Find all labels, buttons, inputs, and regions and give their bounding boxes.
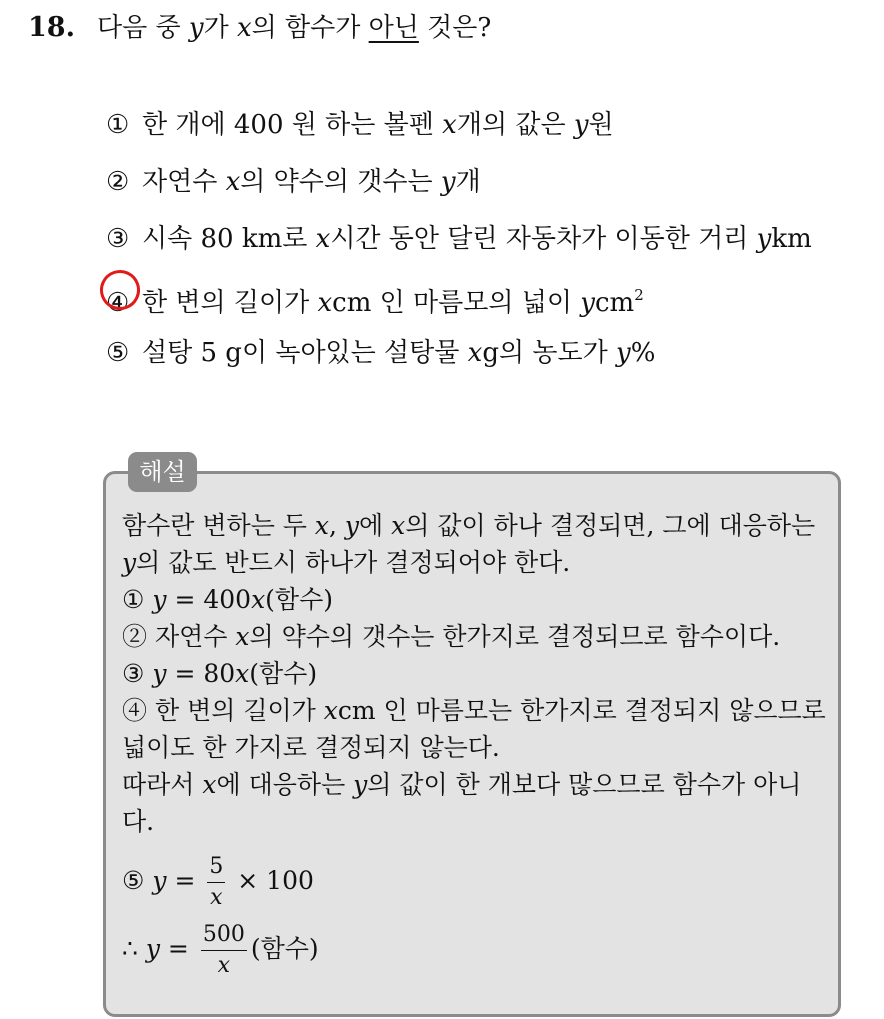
variable: y — [152, 866, 167, 895]
variable: y — [152, 659, 167, 688]
fraction — [207, 856, 225, 909]
choice-text: 한 변의 길이가 — [142, 288, 318, 318]
solution-label: 해설 — [128, 452, 197, 492]
variable: x — [251, 585, 266, 614]
equation-text: = — [159, 934, 197, 963]
variable: x — [317, 288, 333, 318]
solution-line-3 — [122, 582, 333, 618]
therefore-symbol: ∴ — [122, 934, 146, 963]
question-text: 것은? — [418, 13, 492, 43]
choice-text: 개 — [455, 167, 481, 197]
solution-text: 의 약수의 갯수는 한가지로 결정되므로 함수이다. — [249, 622, 781, 651]
solution-line-5 — [122, 656, 317, 692]
choice-number: ① — [122, 585, 145, 614]
equation-text: = — [166, 866, 204, 895]
solution-line-11 — [122, 914, 319, 984]
choice-text: km — [771, 224, 812, 254]
variable: y — [580, 288, 595, 318]
solution-text: 다. — [122, 807, 155, 836]
choice-number: ④ — [106, 288, 130, 318]
variable: x — [323, 696, 338, 725]
equation-text: = 80 — [166, 659, 236, 688]
variable: x — [467, 338, 483, 368]
underlined-keyword: 아닌 — [368, 13, 419, 43]
fraction-denominator: x — [210, 885, 223, 910]
choice-text: 원 — [588, 110, 614, 140]
variable: x — [442, 110, 457, 140]
choice-text: 개의 값은 — [456, 110, 574, 140]
variable-x: x — [236, 13, 252, 43]
choice-5[interactable] — [106, 333, 655, 373]
choice-number: ② — [106, 167, 130, 197]
solution-text: 의 값이 한 개보다 많으므로 함수가 아니 — [367, 770, 802, 799]
variable: y — [440, 167, 456, 197]
variable: x — [391, 511, 406, 540]
variable: x — [202, 770, 217, 799]
question-text: 다음 중 — [96, 13, 189, 43]
fraction-numerator: 500 — [201, 924, 247, 951]
question-stem — [28, 8, 491, 48]
variable: y — [573, 110, 589, 140]
choice-1[interactable] — [106, 105, 614, 145]
variable: x — [315, 224, 331, 254]
choice-text: cm — [594, 288, 635, 318]
choice-text: 자연수 — [142, 167, 226, 197]
solution-text: 한 변의 길이가 — [154, 696, 324, 725]
choice-text: % — [630, 338, 656, 368]
choice-text: 시간 동안 달린 자동차가 이동한 거리 — [330, 224, 757, 254]
fraction-numerator: 5 — [207, 856, 225, 883]
fraction-denominator: x — [217, 953, 231, 978]
choice-number: ⑤ — [106, 338, 130, 368]
solution-line-9 — [122, 804, 154, 840]
solution-text: cm 인 마름모는 한가지로 결정되지 않으므로 — [337, 696, 826, 725]
choice-4[interactable] — [106, 275, 644, 323]
question-text: 의 함수가 — [251, 13, 369, 43]
solution-text: 에 대응하는 — [216, 770, 354, 799]
choice-3[interactable] — [106, 219, 812, 259]
variable: y — [122, 548, 137, 577]
choice-number: ② — [122, 622, 148, 651]
choice-text: cm 인 마름모의 넓이 — [332, 288, 581, 318]
superscript: 2 — [634, 286, 644, 304]
solution-line-8 — [122, 767, 801, 803]
solution-text: 넓이도 한 가지로 결정되지 않는다. — [122, 733, 500, 762]
variable: x — [314, 511, 330, 540]
variable: x — [225, 167, 241, 197]
choice-number: ⑤ — [122, 866, 145, 895]
fraction — [201, 924, 247, 977]
solution-text: (함수) — [249, 659, 318, 688]
solution-text: (함수) — [265, 585, 333, 614]
choice-text: 의 약수의 갯수는 — [240, 167, 441, 197]
question-text: 가 — [203, 13, 237, 43]
choice-2[interactable] — [106, 162, 481, 202]
variable: x — [235, 622, 250, 651]
solution-line-2 — [122, 545, 570, 581]
choice-text: 한 개에 400 원 하는 볼펜 — [142, 110, 443, 140]
variable-y: y — [188, 13, 204, 43]
solution-text: 자연수 — [154, 622, 236, 651]
choice-number: ① — [106, 110, 130, 140]
variable: y — [152, 585, 167, 614]
variable: x — [235, 659, 250, 688]
choice-text: g의 농도가 — [482, 338, 616, 368]
solution-line-7 — [122, 730, 500, 766]
choice-number: ③ — [106, 224, 130, 254]
variable: y — [756, 224, 772, 254]
solution-text: (함수) — [250, 934, 319, 963]
solution-text: 함수란 변하는 두 — [122, 511, 315, 540]
equation-text: = 400 — [166, 585, 252, 614]
choice-number: ④ — [122, 696, 148, 725]
solution-line-4 — [122, 619, 780, 655]
solution-line-6 — [122, 693, 826, 729]
solution-text: , — [329, 511, 345, 540]
variable: y — [615, 338, 631, 368]
solution-text: 의 값도 반드시 하나가 결정되어야 한다. — [136, 548, 571, 577]
question-number: 18. — [28, 12, 75, 43]
solution-line-10 — [122, 846, 314, 916]
solution-text: 의 값이 하나 결정되면, 그에 대응하는 — [405, 511, 816, 540]
variable: y — [145, 934, 160, 963]
solution-line-1 — [122, 508, 815, 544]
variable: y — [344, 511, 360, 540]
choice-number: ③ — [122, 659, 145, 688]
solution-text: 따라서 — [122, 770, 203, 799]
equation-text: × 100 — [229, 866, 314, 895]
solution-text: 에 — [359, 511, 392, 540]
choice-text: 시속 80 km로 — [142, 224, 316, 254]
choice-text: 설탕 5 g이 녹아있는 설탕물 — [142, 338, 468, 368]
variable: y — [353, 770, 368, 799]
